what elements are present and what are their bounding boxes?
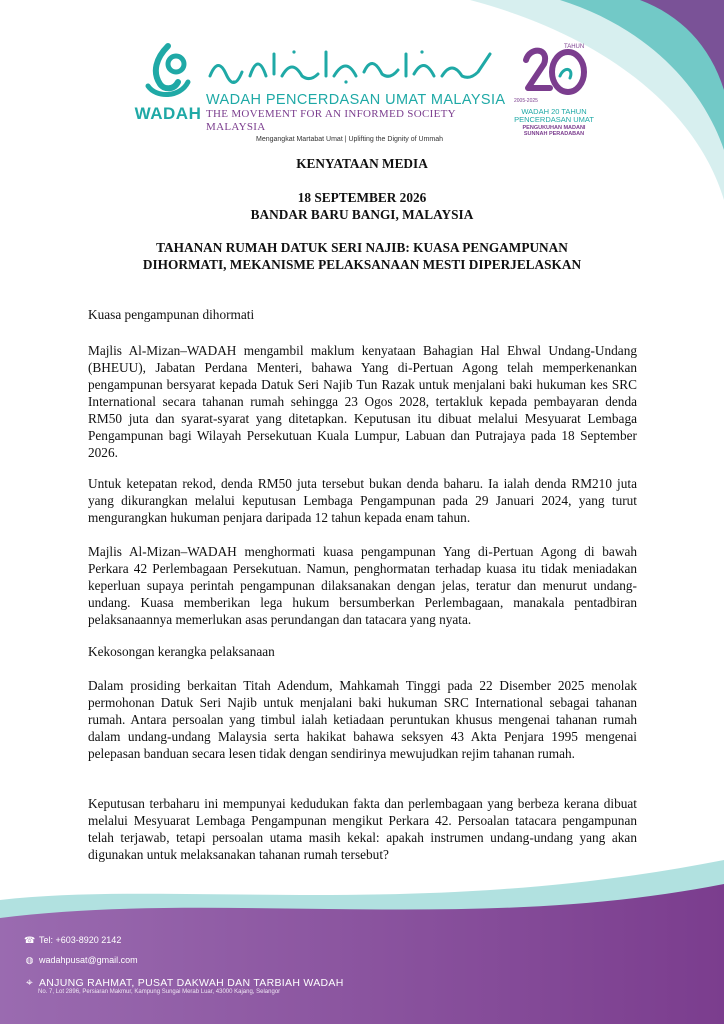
anniversary-line2: PENCERDASAN UMAT <box>514 115 594 124</box>
arabic-calligraphy-title <box>206 46 496 86</box>
wadah-logo-text: WADAH <box>134 104 202 123</box>
paragraph-3 <box>88 543 637 628</box>
footer-email <box>24 955 138 966</box>
document-title-line1: TAHANAN RUMAH DATUK SERI NAJIB: KUASA PENGAMPUNAN <box>156 240 568 255</box>
wadah-logo-mark-icon <box>138 42 198 102</box>
paragraph-2 <box>88 475 637 526</box>
org-motto: Mengangkat Martabat Umat | Uplifting the Dignity of Ummah <box>256 136 444 143</box>
anniversary-years: 2005-2025 <box>514 98 538 104</box>
organization-name-block <box>206 92 506 146</box>
footer-phone-text: Tel: +603-8920 2142 <box>39 935 122 945</box>
org-name: WADAH PENCERDASAN UMAT MALAYSIA <box>206 92 506 108</box>
footer-address-detail: No. 7, Lot 2896, Persiaran Makmur, Kampung Sungai Merab Luar, 43000 Kajang, Selangor <box>38 989 281 995</box>
section1-heading: Kuasa pengampunan dihormati <box>88 307 255 322</box>
footer-phone <box>24 935 121 946</box>
globe-icon: ◍ <box>25 955 34 965</box>
paragraph-1-text: Majlis Al-Mizan–WADAH mengambil maklum kenyataan Bahagian Hal Ehwal Undang-Undang (BHEUU), Jabatan Perdana Menteri, bahawa Yang di-Pertuan Agong telah memperkenankan pengampunan bersyarat kepada Datuk Seri Najib Tun Razak untuk menjalani baki hukuman kes SRC International secara tahanan rumah sehingga 23 Ogos 2028, tertakluk kepada pembayaran denda RM50 juta dan syarat-syarat yang ditetapkan. Keputusan itu dibuat melalui Mesyuarat Lembaga Pengampunan bagi Wilayah Persekutuan Kuala Lumpur, Labuan dan Putrajaya pada 18 September 2026. <box>88 343 637 460</box>
section2-heading: Kekosongan kerangka pelaksanaan <box>88 644 275 659</box>
paragraph-3-text: Majlis Al-Mizan–WADAH menghormati kuasa pengampunan Yang di-Pertuan Agong di bawah Perkara 42 Perlembagaan Persekutuan. Namun, penghormatan terhadap kuasa itu tidak meniadakan keperluan supaya perintah pengampunan dilaksanakan dengan jelas, teratur dan menurut undang-undang. Kuasa memberikan lega hukum bersumberkan Perlembagaan, manakala pentadbiran pelaksanaannya memerlukan asas perundangan dan tatacara yang nyata. <box>88 544 637 627</box>
paragraph-1 <box>88 342 637 461</box>
paragraph-5-text: Keputusan terbaharu ini mempunyai kedudukan fakta dan perlembagaan yang berbeza kerana dibuat melalui Mesyuarat Lembaga Pengampunan mengikut Perkara 42. Persoalan tatacara pengampunan telah terjawab, tetapi persoalan utama masih kekal: apakah instrumen undang-undang yang akan digunakan untuk melaksanakan tahanan rumah tersebut? <box>88 796 637 862</box>
paragraph-5 <box>88 795 637 863</box>
phone-icon: ☎ <box>24 935 36 945</box>
footer-address-title <box>24 975 344 990</box>
wadah-logo <box>130 42 206 124</box>
anniversary-line4: SUNNAH PERADABAN <box>523 131 585 137</box>
document-date: 18 SEPTEMBER 2026 <box>297 190 427 205</box>
anniversary-tahun: TAHUN <box>564 44 585 50</box>
paragraph-2-text: Untuk ketepatan rekod, denda RM50 juta tersebut bukan denda baharu. Ia ialah denda RM210 juta yang dikurangkan melalui keputusan Lembaga Pengampunan pada 29 Januari 2024, yang turut mengurangkan hukuman penjara daripada 12 tahun kepada enam tahun. <box>88 476 637 525</box>
location-pin-icon: ⌖ <box>25 975 34 989</box>
anniversary-logo <box>508 42 600 138</box>
twenty-years-badge-icon <box>520 42 588 102</box>
paragraph-4-text: Dalam prosiding berkaitan Titah Adendum, Mahkamah Tinggi pada 22 Disember 2025 menolak permohonan Datuk Seri Najib untuk menjalani baki hukuman SRC International sebagai tahanan rumah. Antara persoalan yang timbul ialah ketiadaan peruntukan khusus mengenai tahanan rumah dalam undang-undang Malaysia serta hakikat bahawa seksyen 43 Akta Penjara 1995 mengenai pelepasan banduan secara lesen tidak dengan sendirinya mewujudkan rejim tahanan rumah. <box>88 678 637 761</box>
document-place: BANDAR BARU BANGI, MALAYSIA <box>250 207 474 222</box>
paragraph-4 <box>88 677 637 762</box>
anniversary-line1: WADAH 20 TAHUN <box>521 107 587 116</box>
document-type: KENYATAAN MEDIA <box>296 156 428 171</box>
footer-address-title-text: ANJUNG RAHMAT, PUSAT DAKWAH DAN TARBIAH WADAH <box>39 977 344 989</box>
org-tagline: THE MOVEMENT FOR AN INFORMED SOCIETY MALAYSIA <box>206 108 456 133</box>
anniversary-line3: PENGUKUHAN MADANI <box>522 125 586 131</box>
footer-email-text: wadahpusat@gmail.com <box>39 955 138 965</box>
document-title-line2: DIHORMATI, MEKANISME PELAKSANAAN MESTI DIPERJELASKAN <box>142 257 582 272</box>
